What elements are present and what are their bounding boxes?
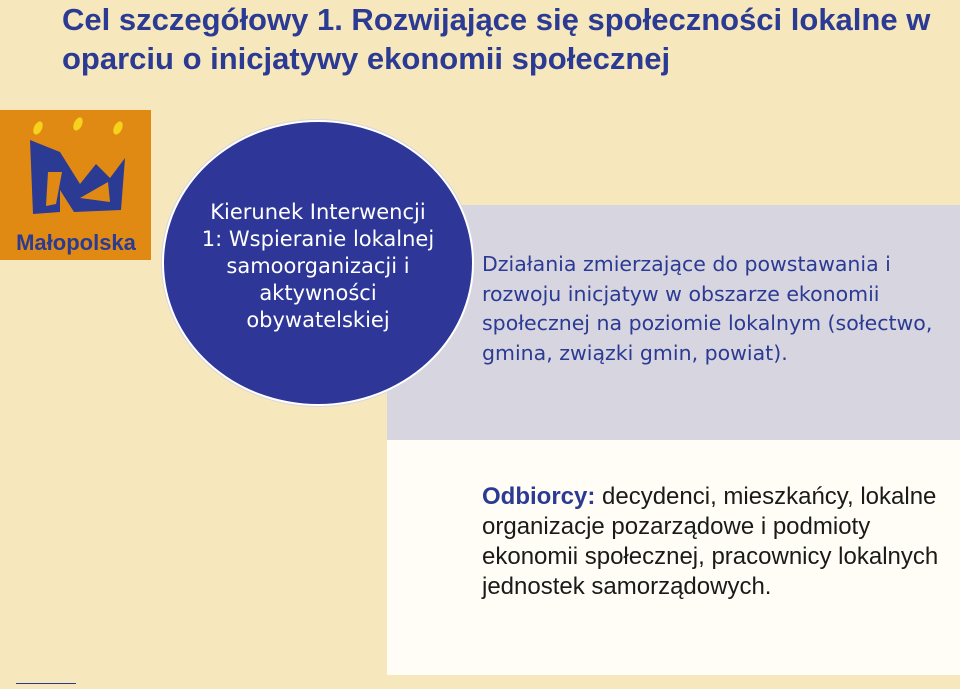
logo-wordmark: Małopolska (16, 230, 136, 255)
recipients-text (482, 482, 952, 602)
intervention-circle (162, 120, 474, 406)
recipients-list: decydenci, mieszkańcy, lokalne organizacje pozarządowe i podmioty ekonomii społecznej, pracownicy lokalnych jednostek samorządowych. (482, 483, 939, 600)
actions-text: Działania zmierzające do powstawania i rozwoju inicjatyw w obszarze ekonomii społecznej na poziomie lokalnym (sołectwo, gmina, związki gmin, powiat). (482, 252, 933, 365)
slide-title: Cel szczegółowy 1. Rozwijające się społeczności lokalne w oparciu o inicjatywy ekonomii społecznej (62, 2, 931, 76)
footer-divider (16, 683, 76, 684)
intervention-direction-text: Kierunek Interwencji 1: Wspieranie lokalnej samoorganizacji i aktywności obywatelskiej (201, 199, 435, 332)
recipients-label: Odbiorcy: (482, 483, 596, 510)
malopolska-logo (0, 110, 151, 260)
